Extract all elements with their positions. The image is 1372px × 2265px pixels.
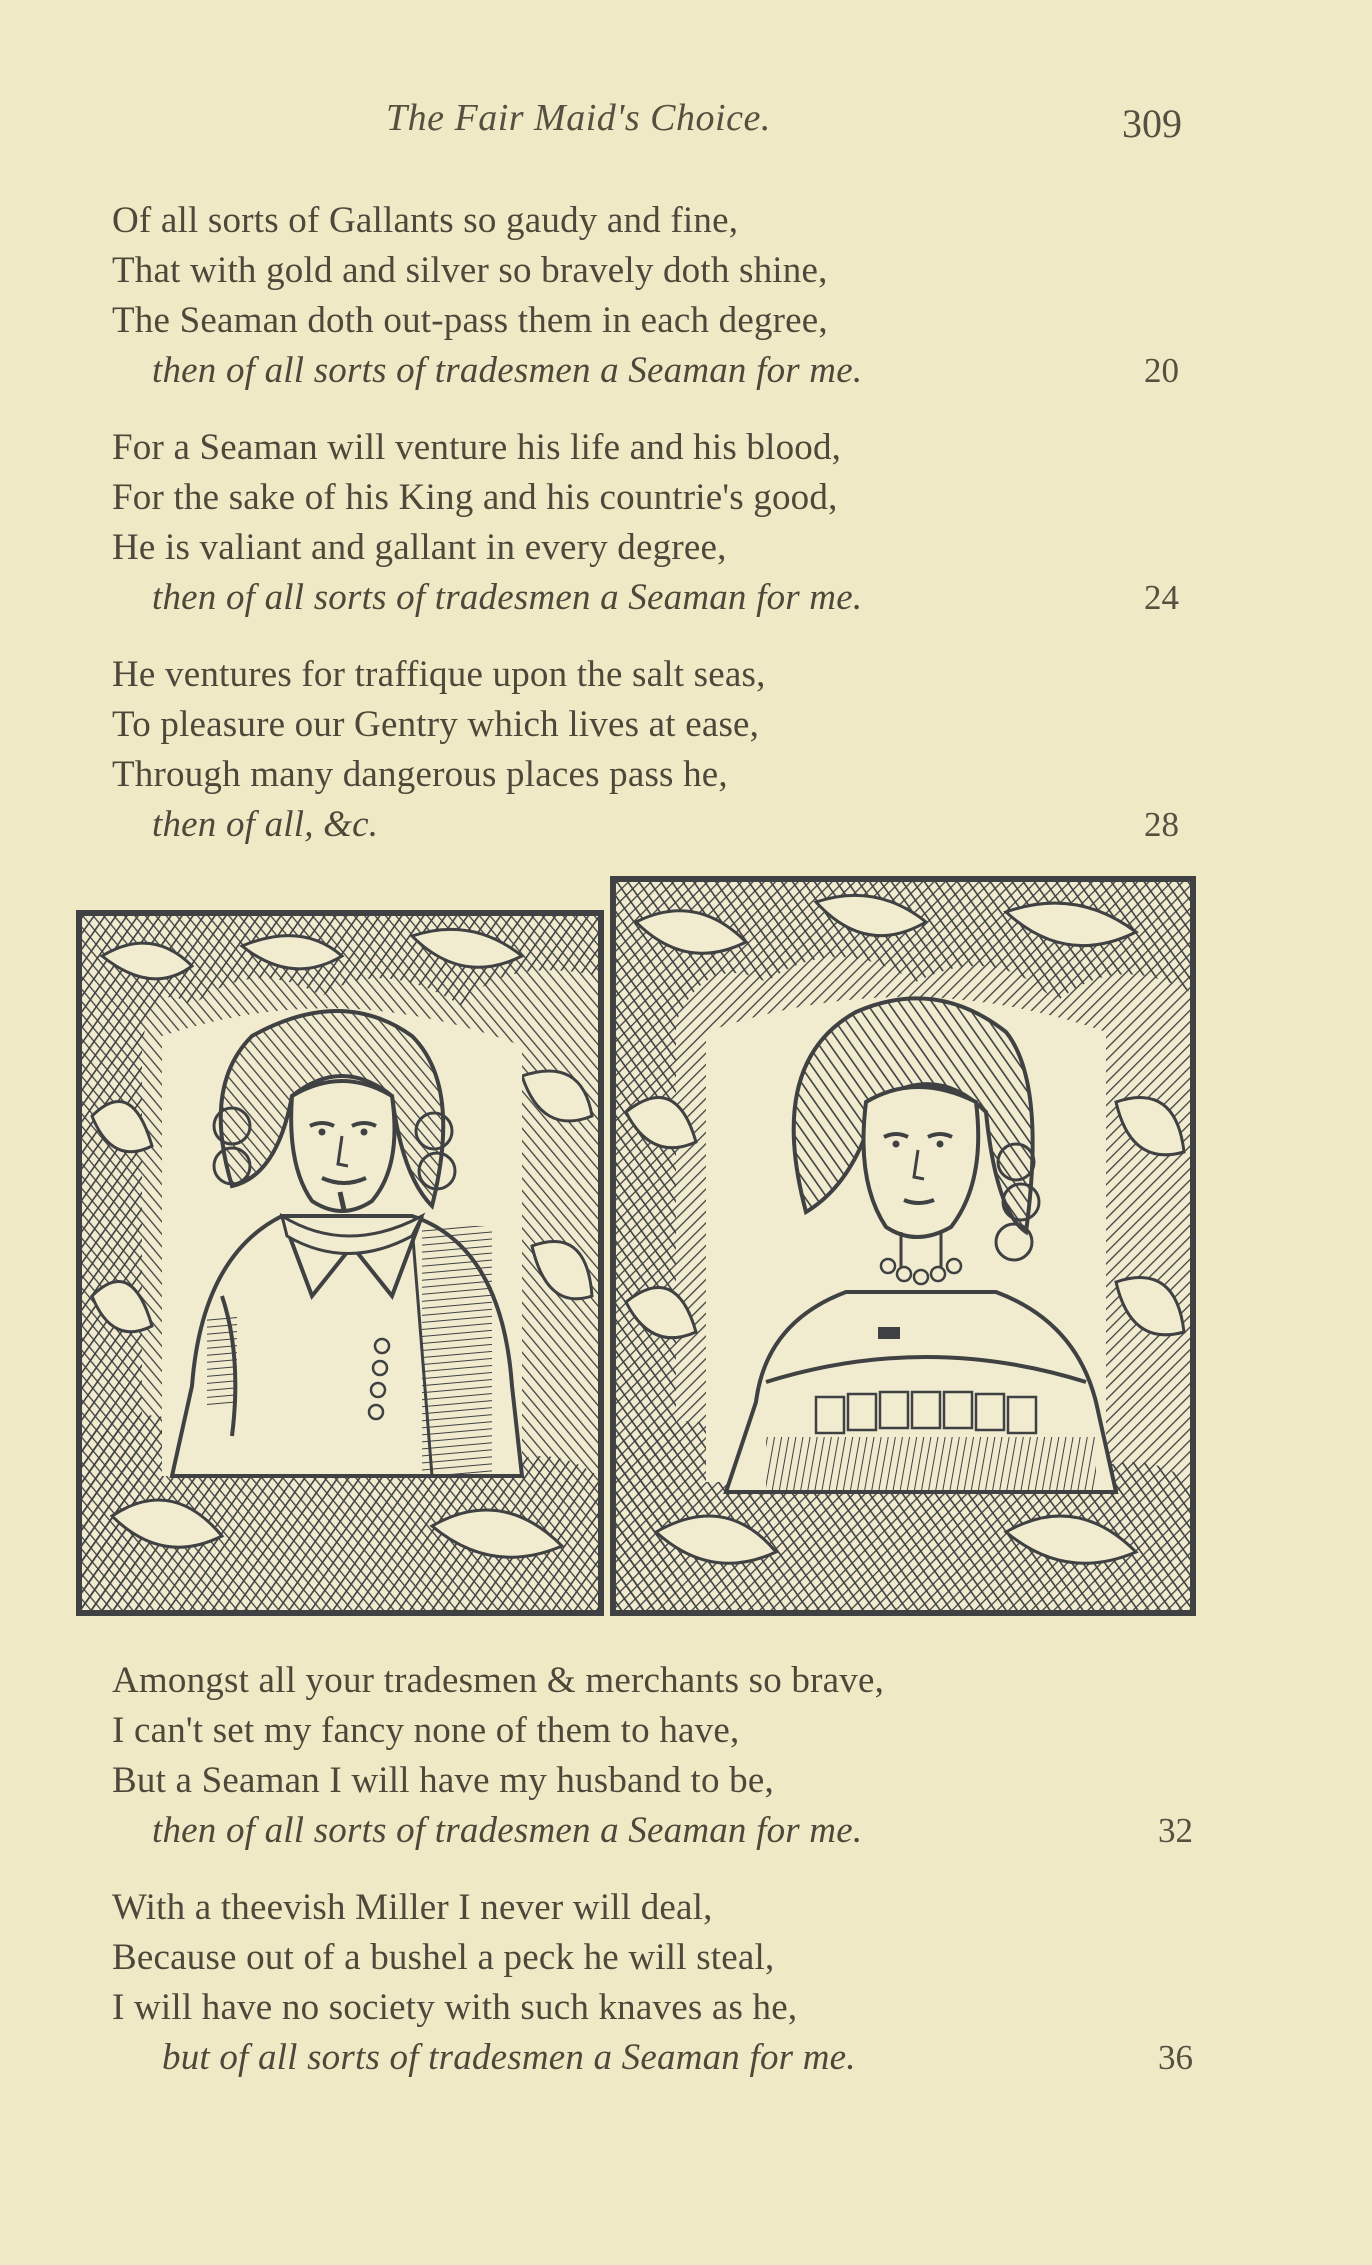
line-number: 32 bbox=[1158, 1811, 1193, 1850]
page-number: 309 bbox=[1122, 101, 1182, 146]
verse-line: Amongst all your tradesmen & merchants so brave, bbox=[112, 1660, 885, 1701]
woodcut-woman-icon bbox=[616, 882, 1190, 1610]
verse-line: Because out of a bushel a peck he will steal, bbox=[112, 1937, 775, 1978]
verse-line: I can't set my fancy none of them to have, bbox=[112, 1710, 740, 1751]
verse-line: For a Seaman will venture his life and his blood, bbox=[112, 427, 842, 468]
line-number: 20 bbox=[1144, 351, 1179, 390]
refrain-line: then of all sorts of tradesmen a Seaman for me. bbox=[152, 1810, 863, 1851]
refrain-line: but of all sorts of tradesmen a Seaman for me. bbox=[162, 2037, 856, 2078]
woodcut-man-panel bbox=[76, 910, 604, 1616]
verse-line: He is valiant and gallant in every degree, bbox=[112, 527, 727, 568]
verse-line: Through many dangerous places pass he, bbox=[112, 754, 728, 795]
verse-line: Of all sorts of Gallants so gaudy and fine, bbox=[112, 200, 739, 241]
verse-line: He ventures for traffique upon the salt seas, bbox=[112, 654, 766, 695]
refrain-line: then of all sorts of tradesmen a Seaman for me. bbox=[152, 577, 863, 618]
woodcut-man-icon bbox=[82, 916, 598, 1610]
running-title: The Fair Maid's Choice. bbox=[386, 97, 771, 139]
refrain-line: then of all, &c. bbox=[152, 804, 379, 845]
line-number: 24 bbox=[1144, 578, 1179, 617]
verse-line: For the sake of his King and his countrie's good, bbox=[112, 477, 838, 518]
verse-line: I will have no society with such knaves as he, bbox=[112, 1987, 798, 2028]
verse-line: To pleasure our Gentry which lives at ease, bbox=[112, 704, 760, 745]
verse-line: But a Seaman I will have my husband to be, bbox=[112, 1760, 774, 1801]
line-number: 36 bbox=[1158, 2038, 1193, 2077]
verse-line: With a theevish Miller I never will deal, bbox=[112, 1887, 713, 1928]
refrain-line: then of all sorts of tradesmen a Seaman for me. bbox=[152, 350, 863, 391]
verse-line: The Seaman doth out-pass them in each degree, bbox=[112, 300, 828, 341]
line-number: 28 bbox=[1144, 805, 1179, 844]
woodcut-woman-panel bbox=[610, 876, 1196, 1616]
verse-line: That with gold and silver so bravely doth shine, bbox=[112, 250, 828, 291]
page-header bbox=[0, 96, 1372, 156]
